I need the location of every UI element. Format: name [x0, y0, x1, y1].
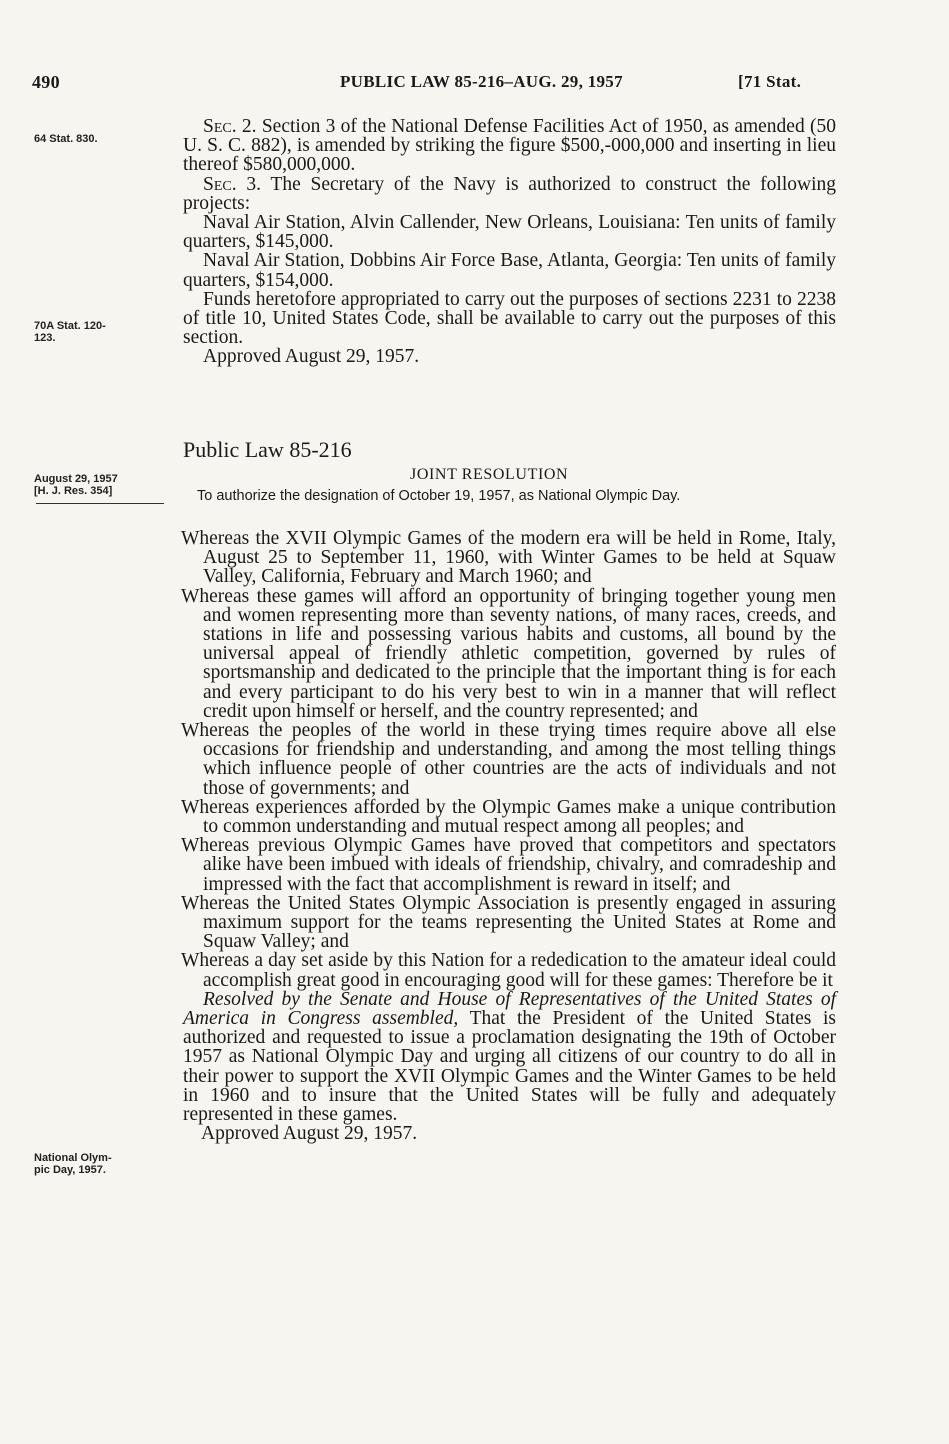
- margin-note-64-stat: 64 Stat. 830.: [34, 133, 98, 145]
- running-head: PUBLIC LAW 85-216–AUG. 29, 1957: [340, 72, 623, 91]
- resolved-clause: Resolved by the Senate and House of Representatives of the United States of America in Congress assembled, That the President of the United States is authorized and requested to issue a proclamation designating the 19th of October 1957 as National Olympic Day and urging all citizens of our country to do all in their power to support the XVII Olympic Games and the Winter Games to be held in 1960 and to insure that the United States will be fully and adequately represented in these games.: [183, 988, 837, 1126]
- margin-rule: [36, 503, 164, 504]
- approved-final: Approved August 29, 1957.: [201, 1123, 418, 1145]
- margin-note-date: August 29, 1957 [H. J. Res. 354]: [34, 473, 118, 497]
- section-3: Sec. 3. The Secretary of the Navy is authorized to construct the following projects:: [183, 173, 836, 214]
- project-atlanta: Naval Air Station, Dobbins Air Force Base, Atlanta, Georgia: Ten units of family quarters, $154,000.: [183, 250, 836, 291]
- whereas-clause: Whereas a day set aside by this Nation for a rededication to the amateur ideal could accomplish great good in encouraging good will for these games: Therefore be it: [181, 950, 836, 991]
- whereas-clause: Whereas previous Olympic Games have proved that competitors and spectators alike have been imbued with ideals of friendship, chivalry, and comradeship and impressed with the fact that accomplishment is reward in itself; and: [181, 835, 836, 895]
- sections-block: [183, 117, 836, 367]
- page-number: 490: [32, 72, 60, 92]
- approved-section: Approved August 29, 1957.: [203, 346, 420, 368]
- whereas-clause: Whereas the XVII Olympic Games of the modern era will be held in Rome, Italy, August 25 to September 11, 1960, with Winter Games to be held at Squaw Valley, California, February and March 1960; and: [181, 528, 836, 588]
- joint-resolution-heading: JOINT RESOLUTION: [410, 466, 569, 483]
- whereas-clause: Whereas these games will afford an opportunity of bringing together young men and women representing more than seventy nations, of many races, creeds, and stations in life and possessing various habits and customs, all bound by the universal appeal of friendly athletic competition, governed by rules of sportsmanship and dedicated to the principle that the important thing is for each and every participant to do his very best to win in a manner that will reflect credit upon himself or herself, and the country represented; and: [181, 585, 836, 722]
- whereas-clause: Whereas the United States Olympic Association is presently engaged in assuring maximum support for the teams representing the United States at Rome and Squaw Valley; and: [181, 892, 836, 953]
- margin-note-olympic-day: National Olym- pic Day, 1957.: [34, 1152, 112, 1176]
- project-new-orleans: Naval Air Station, Alvin Callender, New Orleans, Louisiana: Ten units of family quarters, $145,000.: [183, 212, 836, 253]
- section-2: Sec. 2. Section 3 of the National Defense Facilities Act of 1950, as amended (50 U. S. C. 882), is amended by striking the figure $500,-000,000 and inserting in lieu thereof $580,000,000.: [183, 116, 836, 176]
- statute-volume: [71 Stat.: [738, 72, 802, 91]
- resolution-body: [181, 529, 836, 1144]
- whereas-clause: Whereas the peoples of the world in these trying times require above all else occasions for friendship and understanding, and among the most telling things which influence people of other countries are the acts of individuals and not those of governments; and: [181, 720, 836, 799]
- public-law-title: Public Law 85-216: [183, 437, 352, 462]
- whereas-clause: Whereas experiences afforded by the Olympic Games make a unique contribution to common understanding and mutual respect among all peoples; and: [181, 796, 836, 838]
- margin-note-70a-stat: 70A Stat. 120- 123.: [34, 320, 106, 344]
- funds-paragraph: Funds heretofore appropriated to carry out the purposes of sections 2231 to 2238 of title 10, United States Code, shall be available to carry out the purposes of this section.: [183, 288, 836, 349]
- resolution-purpose: To authorize the designation of October 19, 1957, as National Olympic Day.: [197, 488, 681, 504]
